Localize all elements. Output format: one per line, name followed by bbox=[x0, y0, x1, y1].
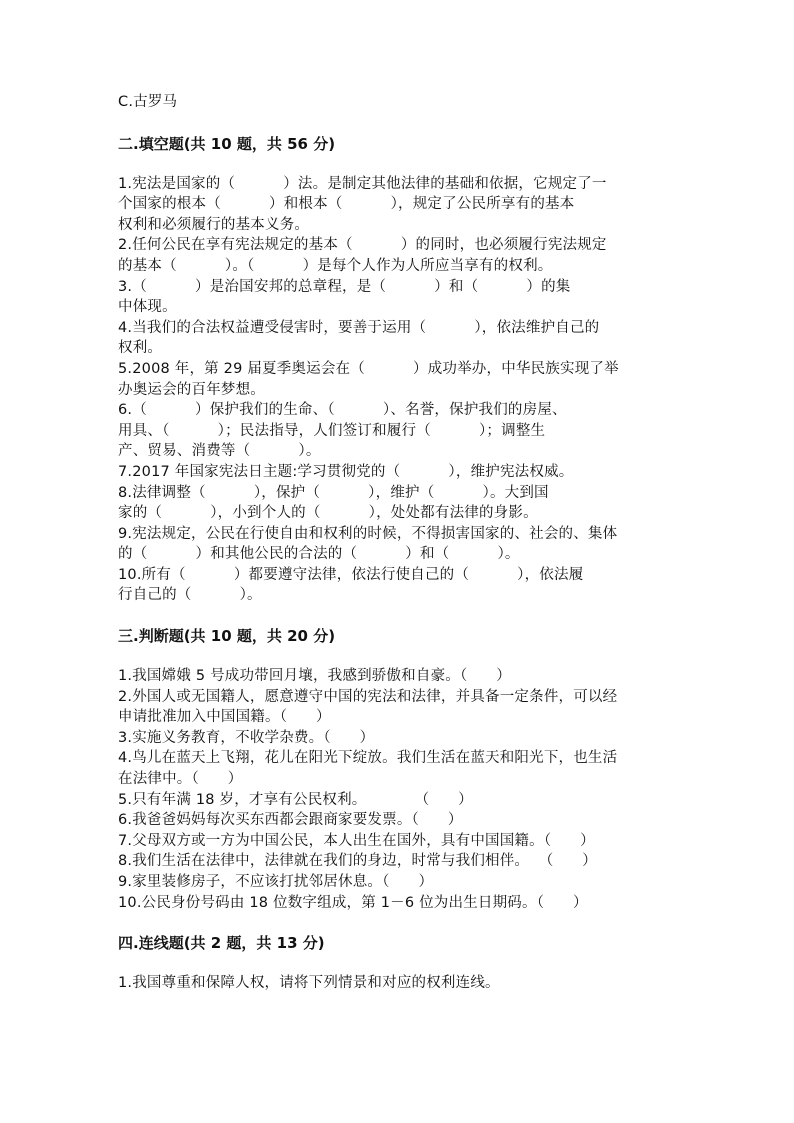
question-line: 7.父母双方或一方为中国公民，本人出生在国外，具有中国国籍。（ ） bbox=[118, 832, 595, 849]
question-line: 的（ ）和其他公民的合法的（ ）和（ ）。 bbox=[118, 546, 520, 563]
question-line: 家的（ ），小到个人的（ ），处处都有法律的身影。 bbox=[118, 505, 538, 522]
question-line: 10.公民身份号码由 18 位数字组成，第 1－6 位为出生日期码。（ ） bbox=[118, 894, 588, 911]
question-line: 权利和必须履行的基本义务。 bbox=[118, 216, 310, 233]
question-line: 6.我爸爸妈妈每次买东西都会跟商家要发票。（ ） bbox=[118, 812, 463, 829]
question-line: 1.我国嫦娥 5 号成功带回月壤，我感到骄傲和自豪。（ ） bbox=[118, 668, 511, 685]
exam-page bbox=[118, 92, 678, 994]
question-line: 权利。 bbox=[118, 340, 163, 357]
question-line: 8.法律调整（ ），保护（ ），维护（ ）。大到国 bbox=[118, 484, 549, 501]
section-heading-matching: 四.连线题(共 2 题，共 13 分) bbox=[118, 934, 325, 953]
previous-answer-option: C.古罗马 bbox=[118, 94, 178, 110]
question-line: 2.任何公民在享有宪法规定的基本（ ）的同时，也必须履行宪法规定 bbox=[118, 237, 607, 254]
question-line: 用具、（ ）；民法指导，人们签订和履行（ ）；调整生 bbox=[118, 422, 546, 439]
question-line: 个国家的根本（ ）和根本（ ），规定了公民所享有的基本 bbox=[118, 196, 575, 213]
question-line: 4.当我们的合法权益遭受侵害时，要善于运用（ ），依法维护自己的 bbox=[118, 319, 600, 336]
section-heading-fill-blank: 二.填空题(共 10 题，共 56 分) bbox=[118, 134, 336, 153]
question-line: 1.宪法是国家的（ ）法。是制定其他法律的基础和依据，它规定了一 bbox=[118, 175, 607, 192]
question-line: 产、贸易、消费等（ ）。 bbox=[118, 443, 321, 460]
section-heading-true-false: 三.判断题(共 10 题，共 20 分) bbox=[118, 627, 336, 646]
question-line: 3.（ ）是治国安邦的总章程，是（ ）和（ ）的集 bbox=[118, 278, 571, 295]
question-line: 9.宪法规定，公民在行使自由和权利的时候，不得损害国家的、社会的、集体 bbox=[118, 525, 618, 542]
question-line: 申请批准加入中国国籍。（ ） bbox=[118, 709, 331, 726]
question-line: 办奥运会的百年梦想。 bbox=[118, 381, 265, 398]
question-line: 5.只有年满 18 岁，才享有公民权利。 （ ） bbox=[118, 791, 473, 808]
question-line: 2.外国人或无国籍人，愿意遵守中国的宪法和法律，并具备一定条件，可以经 bbox=[118, 688, 618, 705]
question-line: 9.家里装修房子，不应该打扰邻居休息。（ ） bbox=[118, 874, 434, 890]
question-line: 行自己的（ ）。 bbox=[118, 587, 262, 604]
question-line: 3.实施义务教育，不收学杂费。（ ） bbox=[118, 729, 375, 746]
question-line: 中体现。 bbox=[118, 299, 177, 316]
question-line: 1.我国尊重和保障人权，请将下列情景和对应的权利连线。 bbox=[118, 975, 500, 992]
question-line: 的基本（ ）。（ ）是每个人作为人所应当享有的权利。 bbox=[118, 257, 553, 274]
question-line: 8.我们生活在法律中，法律就在我们的身边，时常与我们相伴。 （ ） bbox=[118, 853, 598, 870]
question-line: 7.2017 年国家宪法日主题:学习贯彻党的（ ），维护宪法权威。 bbox=[118, 463, 574, 480]
question-line: 5.2008 年，第 29 届夏季奥运会在（ ）成功举办，中华民族实现了举 bbox=[118, 360, 619, 377]
question-line: 4.鸟儿在蓝天上飞翔，花儿在阳光下绽放。我们生活在蓝天和阳光下，也生活 bbox=[118, 750, 618, 767]
question-line: 在法律中。（ ） bbox=[118, 771, 243, 788]
question-line: 10.所有（ ）都要遵守法律，依法行使自己的（ ），依法履 bbox=[118, 566, 584, 583]
question-line: 6.（ ）保护我们的生命、（ ）、名誉，保护我们的房屋、 bbox=[118, 402, 567, 419]
